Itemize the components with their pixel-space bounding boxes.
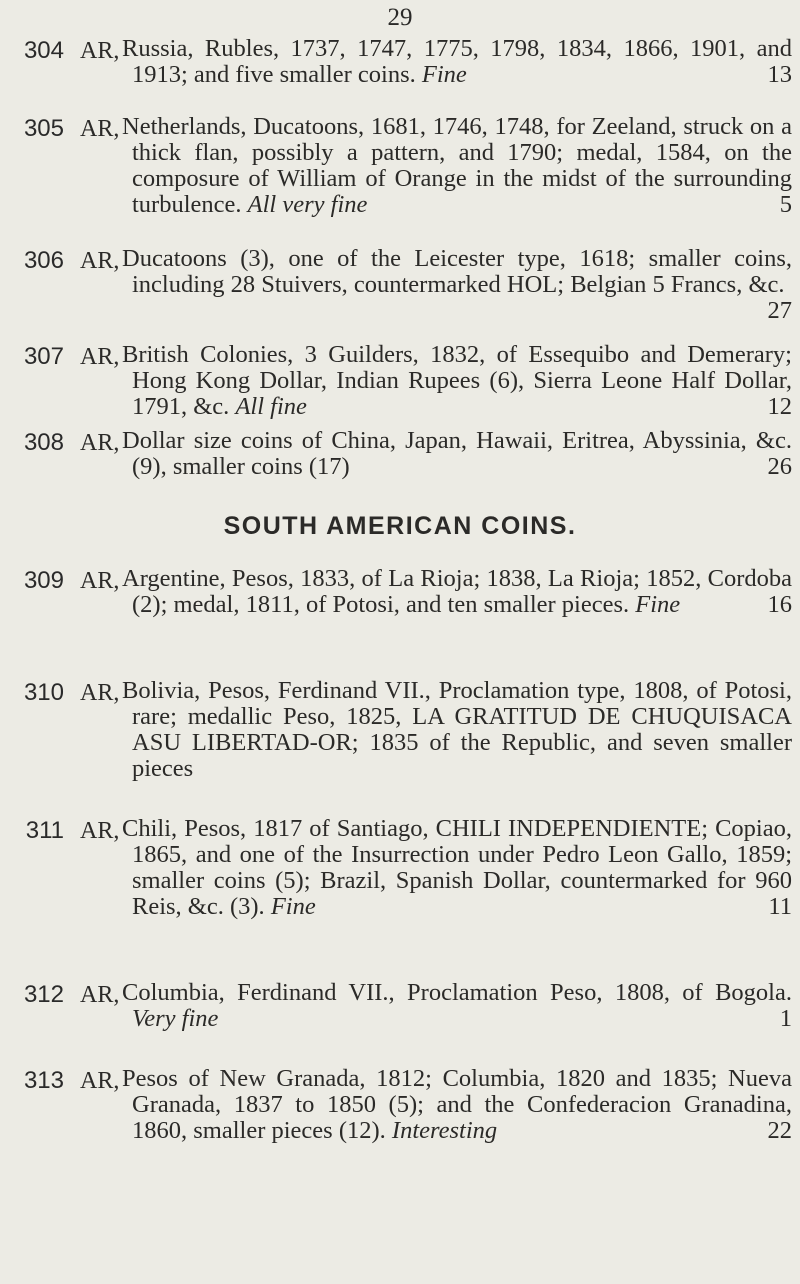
lot-grade: Very fine [132,1005,219,1032]
lot-price: 27 [767,297,792,324]
lot-metal: AR, [80,818,120,844]
lot-description [122,815,792,920]
lot-grade: Fine [635,591,681,618]
lot-metal: AR, [80,344,120,370]
lot-grade: All very fine [247,191,368,218]
section-heading: SOUTH AMERICAN COINS. [223,512,577,540]
lot-number: 312 [23,981,64,1008]
lot-price: 16 [767,591,792,618]
lot-metal: AR, [80,430,120,456]
lot-grade: Interesting [391,1117,498,1144]
lot-number: 307 [23,343,64,370]
lot-price: 26 [767,453,792,480]
lot-description-text: Netherlands, Ducatoons, 1681, 1746, 1748, for Zeeland, struck on a thick flan, possibly a pattern, and 1790; medal, 1584, on the composure of William of Orange in the midst of the surrounding turbulence. [122,113,792,218]
lot-number: 313 [23,1067,64,1094]
lot-number: 311 [25,817,64,844]
lot-number: 308 [23,429,64,456]
lot-grade: Fine [421,61,467,88]
lot-metal: AR, [80,680,120,706]
lot-description-text: Bolivia, Pesos, Ferdinand VII., Proclamation type, 1808, of Potosi, rare; medallic Peso, 1825, LA GRATITUD DE CHUQUISACA ASU LIBERTAD-OR; 1835 of the Republic, and seven smaller pieces [122,677,792,782]
lot-price: 1 [779,1005,792,1032]
lot-price: 13 [767,61,792,88]
lot-description [122,245,792,324]
lot-description-text: British Colonies, 3 Guilders, 1832, of Essequibo and Demerary; Hong Kong Dollar, Indian Rupees (6), Sierra Leone Half Dollar, 1791, &c. [122,341,792,420]
lot-metal: AR, [80,1068,120,1094]
lot-number: 310 [23,679,64,706]
lot-grade: Fine [270,893,316,920]
lot-description [122,113,792,218]
lot-description-text: Columbia, Ferdinand VII., Proclamation Peso, 1808, of Bogola. [122,979,792,1006]
lot-description-text: Russia, Rubles, 1737, 1747, 1775, 1798, 1834, 1866, 1901, and 1913; and five smaller coins. [122,35,792,88]
page-number: 29 [387,4,413,31]
lot-metal: AR, [80,982,120,1008]
lot-description [122,565,792,618]
lot-metal: AR, [80,248,120,274]
lot-price: 12 [767,393,792,420]
lot-description [122,427,792,480]
lot-metal: AR, [80,38,120,64]
lot-description [122,979,792,1032]
lot-number: 306 [23,247,64,274]
lot-description-text: Pesos of New Granada, 1812; Columbia, 1820 and 1835; Nueva Granada, 1837 to 1850 (5); and the Confederacion Granadina, 1860, smaller pieces (12). [122,1065,792,1144]
lot-description [122,35,792,88]
lot-price: 22 [767,1117,792,1144]
lot-grade: All fine [235,393,307,420]
lot-price: 5 [779,191,792,218]
lot-description [122,341,792,420]
lot-description-text: Ducatoons (3), one of the Leicester type, 1618; smaller coins, including 28 Stuivers, countermarked HOL; Belgian 5 Francs, &c. [122,245,792,298]
lot-metal: AR, [80,116,120,142]
lot-price: 11 [768,893,792,920]
lot-description-text: Argentine, Pesos, 1833, of La Rioja; 1838, La Rioja; 1852, Cordoba (2); medal, 1811, of Potosi, and ten smaller pieces. [122,565,792,618]
lot-description-text: Chili, Pesos, 1817 of Santiago, CHILI INDEPENDIENTE; Copiao, 1865, and one of the Insurrection under Pedro Leon Gallo, 1859; smaller coins (5); Brazil, Spanish Dollar, countermarked for 960 Reis, &c. (3). [122,815,792,920]
lot-description [122,677,792,782]
lot-number: 309 [23,567,64,594]
lot-description [122,1065,792,1144]
lot-number: 304 [23,37,64,64]
lot-number: 305 [23,115,64,142]
lot-metal: AR, [80,568,120,594]
lot-description-text: Dollar size coins of China, Japan, Hawaii, Eritrea, Abyssinia, &c. (9), smaller coins (17) [122,427,792,480]
